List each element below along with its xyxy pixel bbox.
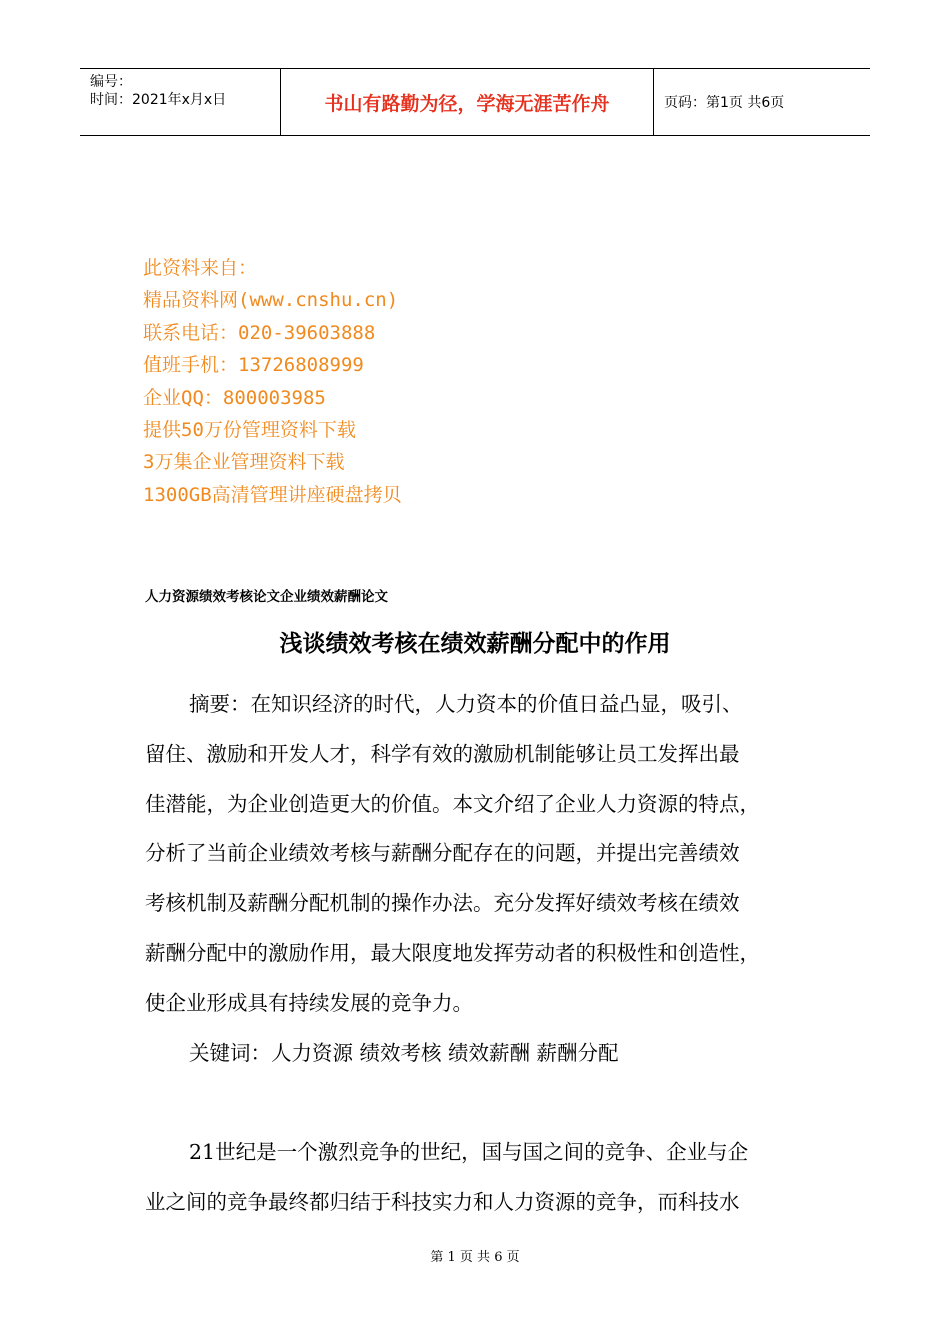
document-title: 浅谈绩效考核在绩效薪酬分配中的作用: [279, 631, 671, 657]
abstract: [145, 680, 810, 1078]
page-label: 页码：第1页 共6页: [664, 95, 785, 111]
promo-line: 精品资料网(www.cnshu.cn): [143, 289, 399, 312]
abstract-line: 考核机制及薪酬分配机制的操作办法。充分发挥好绩效考核在绩效: [145, 891, 740, 916]
body-line: 21世纪是一个激烈竞争的世纪，国与国之间的竞争、企业与企: [189, 1140, 749, 1164]
abstract-line: 佳潜能，为企业创造更大的价值。本文介绍了企业人力资源的特点，: [145, 791, 760, 816]
body-line: 业之间的竞争最终都归结于科技实力和人力资源的竞争，而科技水: [145, 1189, 740, 1214]
promo-line: 企业QQ：800003985: [143, 386, 326, 409]
promo-line: 联系电话：020-39603888: [143, 321, 376, 344]
header-table: [80, 68, 870, 136]
promo-line: 提供50万份管理资料下载: [143, 419, 356, 442]
abstract-line: 留住、激励和开发人才，科学有效的激励机制能够让员工发挥出最: [145, 741, 740, 766]
abstract-line: 摘要：在知识经济的时代，人力资本的价值日益凸显，吸引、: [189, 692, 743, 716]
promo-line: 值班手机：13726808999: [143, 354, 364, 377]
body-paragraph: [145, 1128, 810, 1228]
header-left-cell: [80, 69, 281, 135]
keywords: 关键词：人力资源 绩效考核 绩效薪酬 薪酬分配: [189, 1040, 619, 1065]
promo-line: 3万集企业管理资料下载: [143, 451, 345, 474]
abstract-line: 薪酬分配中的激励作用，最大限度地发挥劳动者的积极性和创造性，: [145, 940, 760, 965]
time-label: 时间：2021年x月x日: [90, 92, 227, 108]
motto: 书山有路勤为径，学海无涯苦作舟: [281, 69, 654, 135]
abstract-line: 分析了当前企业绩效考核与薪酬分配存在的问题，并提出完善绩效: [145, 841, 740, 866]
promo-line: 此资料来自：: [143, 257, 258, 279]
abstract-line: 使企业形成具有持续发展的竞争力。: [145, 990, 473, 1015]
number-label: 编号：: [90, 74, 132, 90]
promo-line: 1300GB高清管理讲座硬盘拷贝: [143, 483, 402, 506]
promo-block: [143, 252, 402, 511]
page-footer: 第 1 页 共 6 页: [430, 1250, 520, 1265]
category-label: 人力资源绩效考核论文企业绩效薪酬论文: [145, 589, 388, 605]
